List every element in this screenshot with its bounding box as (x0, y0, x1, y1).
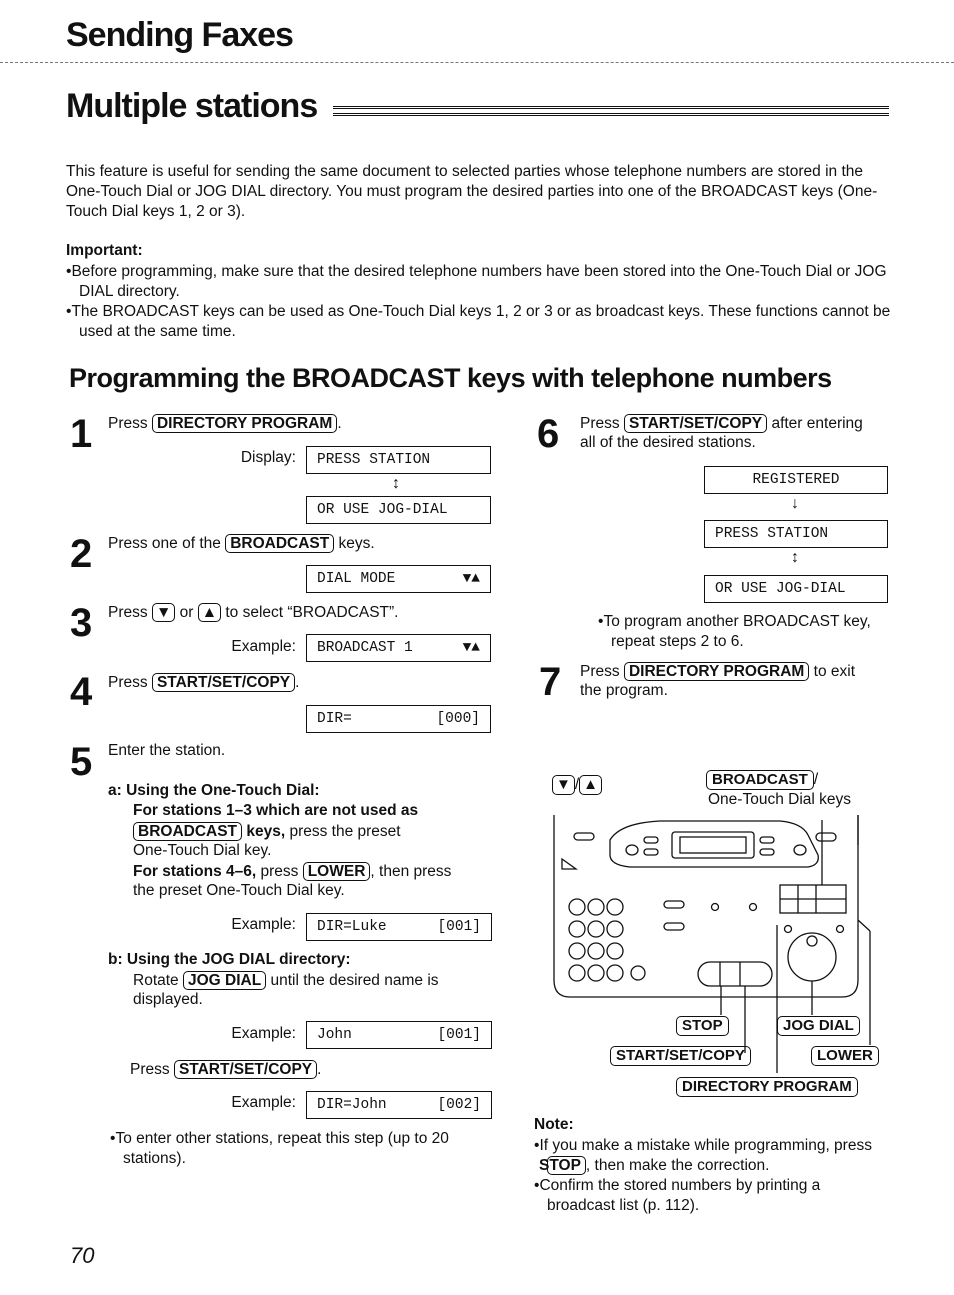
step-5a-line3: One-Touch Dial key. (133, 842, 272, 859)
step-5a-line4: For stations 4–6, press LOWER , then press (133, 863, 452, 880)
start-set-copy-key: START/SET/COPY (174, 1060, 317, 1079)
step-number-7: 7 (539, 660, 562, 704)
jog-dial-key: JOG DIAL (183, 971, 266, 990)
example-label: Example: (231, 1094, 296, 1111)
step-number-5: 5 (70, 740, 93, 784)
example-label: Example: (231, 916, 296, 933)
step-number-4: 4 (70, 670, 93, 714)
step-5a-line1: For stations 1–3 which are not used as (133, 802, 419, 819)
step-number-2: 2 (70, 532, 93, 576)
important-label: Important: (66, 242, 143, 259)
step-number-6: 6 (537, 412, 560, 456)
note-item-2: •Confirm the stored numbers by printing a broadcast list (p. 112). (534, 1177, 821, 1214)
directory-program-key: DIRECTORY PROGRAM (152, 414, 337, 433)
lcd-display: BROADCAST 1 ▼▲ (306, 634, 491, 662)
step-4-text: Press START/SET/COPY . (108, 674, 300, 691)
broadcast-key: BROADCAST (706, 770, 814, 790)
step-5b-line2: displayed. (133, 991, 203, 1008)
step-7-text: Press DIRECTORY PROGRAM to exit (580, 663, 856, 680)
start-set-copy-key: START/SET/COPY (152, 673, 295, 692)
jog-dial-key: JOG DIAL (777, 1016, 860, 1036)
lcd-display: DIR=Luke [001] (306, 913, 492, 941)
figure-directory-program-label (676, 1077, 858, 1097)
figure-jog-dial-label (777, 1016, 860, 1036)
page-title: Multiple stations (66, 87, 318, 125)
step-3-text: Press ▼ or ▲ to select “BROADCAST”. (108, 604, 399, 621)
down-arrow-key: ▼ (152, 603, 175, 622)
step-5b-line1: Rotate JOG DIAL until the desired name is (133, 972, 439, 989)
title-rule (333, 106, 889, 116)
stop-key: STOP (547, 1156, 586, 1175)
page-number: 70 (70, 1243, 95, 1268)
lower-key: LOWER (303, 862, 371, 881)
step-2-text: Press one of the BROADCAST keys. (108, 535, 375, 552)
step-5a-line2: BROADCAST keys, press the preset (133, 822, 401, 841)
start-set-copy-key: START/SET/COPY (624, 414, 767, 433)
example-label: Example: (231, 1025, 296, 1042)
subsection-title: Programming the BROADCAST keys with telephone numbers (69, 363, 832, 393)
lcd-display: DIAL MODE ▼▲ (306, 565, 491, 593)
important-item-1: •Before programming, make sure that the desired telephone numbers have been stored into the One-Touch Dial or JOG DIAL directory. (66, 263, 887, 300)
up-arrow-key: ▲ (579, 775, 602, 795)
down-arrow-key: ▼ (552, 775, 575, 795)
down-arrow-icon: ↓ (791, 495, 799, 512)
up-arrow-key: ▲ (198, 603, 221, 622)
note-item-1: •If you make a mistake while programming, press STOP , then make the correction. (534, 1137, 872, 1174)
figure-start-set-copy-label (610, 1046, 751, 1066)
example-label: Example: (231, 638, 296, 655)
lcd-display: PRESS STATION (306, 446, 491, 474)
lcd-display: OR USE JOG-DIAL (306, 496, 491, 524)
header-rule (0, 62, 954, 63)
step-5-note: •To enter other stations, repeat this step (up to 20 stations). (110, 1130, 449, 1167)
updown-arrow-icon: ↕ (791, 549, 799, 566)
lcd-display: OR USE JOG-DIAL (704, 575, 888, 603)
broadcast-key: BROADCAST (133, 822, 242, 841)
intro-paragraph: This feature is useful for sending the same document to selected parties whose telephone numbers are stored in the One-Touch Dial or JOG DIAL directory. You must program the desired parties into one of the BROADCAST keys (One-Touch Dial keys 1, 2 or 3). (66, 163, 878, 220)
figure-stop-label (676, 1016, 729, 1036)
lower-key: LOWER (811, 1046, 879, 1066)
note-label: Note: (534, 1116, 574, 1133)
step-6-note: •To program another BROADCAST key, repeat steps 2 to 6. (598, 613, 871, 650)
lcd-display: John [001] (306, 1021, 492, 1049)
onetouch-label: One-Touch Dial keys (708, 791, 852, 808)
figure-broadcast-label: BROADCAST / (706, 770, 818, 790)
important-item-2: •The BROADCAST keys can be used as One-Touch Dial keys 1, 2 or 3 or as broadcast keys. These functions cannot be used at the same time. (66, 303, 891, 340)
updown-arrow-icon: ↕ (392, 475, 400, 492)
lcd-display: PRESS STATION (704, 520, 888, 548)
directory-program-key: DIRECTORY PROGRAM (676, 1077, 858, 1097)
step-number-3: 3 (70, 601, 93, 645)
step-6-text: Press START/SET/COPY after entering (580, 415, 863, 432)
figure-lower-label (811, 1046, 879, 1066)
display-label: Display: (240, 449, 296, 466)
step-1-text: Press DIRECTORY PROGRAM . (108, 415, 342, 432)
figure-arrow-keys: ▼ / ▲ (552, 775, 602, 795)
broadcast-key: BROADCAST (225, 534, 334, 553)
step-5-text: Enter the station. (108, 742, 226, 759)
step-5a-title: a: Using the One-Touch Dial: (108, 782, 320, 799)
step-5b-title: b: Using the JOG DIAL directory: (108, 951, 351, 968)
lcd-display: DIR= [000] (306, 705, 491, 733)
step-number-1: 1 (70, 412, 93, 456)
step-5-press-line: Press START/SET/COPY . (130, 1061, 322, 1078)
step-6-line2: all of the desired stations. (580, 434, 756, 451)
start-set-copy-key: START/SET/COPY (610, 1046, 751, 1066)
step-7-line2: the program. (580, 682, 668, 699)
step-5a-line5: the preset One-Touch Dial key. (133, 882, 345, 899)
lcd-display: REGISTERED (704, 466, 888, 494)
section-title: Sending Faxes (66, 16, 293, 54)
lcd-display: DIR=John [002] (306, 1091, 492, 1119)
directory-program-key: DIRECTORY PROGRAM (624, 662, 809, 681)
stop-key: STOP (676, 1016, 729, 1036)
